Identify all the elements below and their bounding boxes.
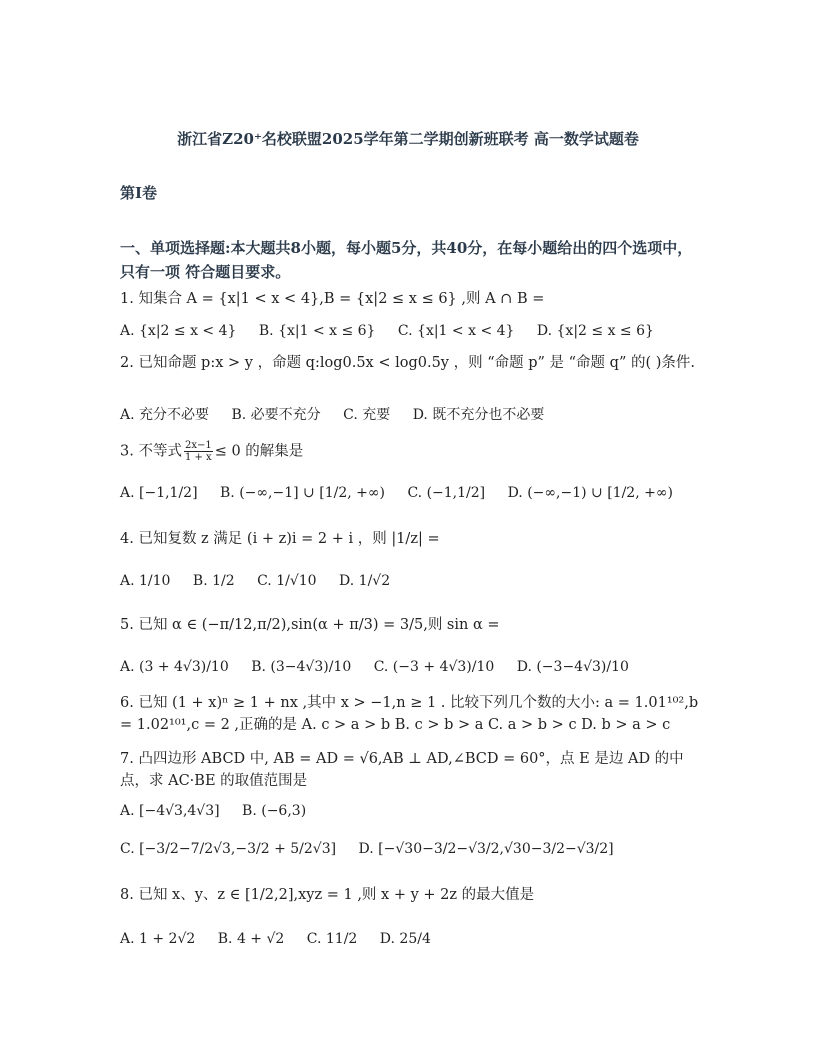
option-c: C. [−3/2−7/2√3,−3/2 + 5/2√3] — [120, 841, 337, 857]
option-a: A. [−1,1/2] — [120, 485, 198, 501]
option-b: B. 必要不充分 — [231, 407, 321, 423]
option-a: A. 充分不必要 — [120, 407, 210, 423]
question-6: 6. 已知 (1 + x)ⁿ ≥ 1 + nx ,其中 x > −1,n ≥ 1 . 比较下列几个数的大小: a = 1.01¹⁰²,b = 1.02¹⁰¹,c = 2 ,正确的是 A. c > a > b B. c > b > a C. a > b > c D. b > a > c — [120, 695, 699, 733]
option-d: D. 1/√2 — [339, 573, 391, 589]
option-a: A. {x|2 ≤ x < 4} — [120, 323, 237, 339]
question-5: 5. 已知 α ∈ (−π/12,π/2),sin(α + π/3) = 3/5,则 sin α = — [120, 617, 500, 633]
option-a: A. 1 + 2√2 — [120, 931, 196, 947]
option-d: D. 既不充分也不必要 — [412, 407, 545, 423]
question-3-post: ≤ 0 的解集是 — [214, 443, 304, 460]
question-4: 4. 已知复数 z 满足 (i + z)i = 2 + i ，则 |1/z| = — [120, 531, 440, 547]
question-3-pre: 3. 不等式 — [120, 443, 182, 460]
option-c: C. (−1,1/2] — [407, 485, 486, 501]
part-label: 第I卷 — [120, 184, 158, 202]
option-b: B. (3−4√3)/10 — [251, 659, 352, 675]
option-c: C. 充要 — [343, 407, 391, 423]
option-b: B. 1/2 — [192, 573, 235, 589]
question-1-options — [120, 320, 720, 342]
option-c: C. 11/2 — [306, 931, 358, 947]
option-d: D. [−√30−3/2−√3/2,√30−3/2−√3/2] — [358, 841, 614, 857]
fraction-numerator: 2x−1 — [184, 440, 212, 451]
question-7-options-row2 — [120, 838, 720, 860]
question-3 — [120, 440, 700, 463]
exam-title: 浙江省Z20⁺名校联盟2025学年第二学期创新班联考 高一数学试题卷 — [177, 130, 639, 148]
section-header: 一、单项选择题:本大题共8小题，每小题5分，共40分，在每小题给出的四个选项中，只有一项 符合题目要求。 — [120, 239, 693, 281]
question-7: 7. 凸四边形 ABCD 中, AB = AD = √6,AB ⊥ AD,∠BCD = 60°，点 E 是边 AD 的中点，求 AC·BE 的取值范围是 — [120, 751, 684, 789]
option-d: D. 25/4 — [379, 931, 431, 947]
option-c: C. (−3 + 4√3)/10 — [373, 659, 495, 675]
question-5-options — [120, 656, 720, 678]
question-2-options — [120, 404, 720, 426]
question-8-options — [120, 928, 720, 950]
option-a: A. (3 + 4√3)/10 — [120, 659, 229, 675]
option-a: A. 1/10 — [120, 573, 171, 589]
fraction-denominator: 1 + x — [184, 452, 212, 463]
question-8: 8. 已知 x、y、z ∈ [1/2,2],xyz = 1 ,则 x + y + 2z 的最大值是 — [120, 887, 535, 903]
option-a: A. [−4√3,4√3] — [120, 803, 220, 819]
option-d: D. {x|2 ≤ x ≤ 6} — [536, 323, 654, 339]
fraction — [184, 440, 213, 463]
option-b: B. (−∞,−1] ∪ [1/2, +∞) — [220, 485, 385, 501]
option-c: C. {x|1 < x < 4} — [397, 323, 515, 339]
question-7-options-row1 — [120, 800, 720, 822]
option-c: C. 1/√10 — [257, 573, 317, 589]
option-b: B. (−6,3) — [242, 803, 307, 819]
question-4-options — [120, 570, 720, 592]
question-2: 2. 已知命题 p:x > y ，命题 q:log0.5x < log0.5y ，则 “命题 p” 是 “命题 q” 的( )条件. — [120, 355, 696, 371]
question-3-options — [120, 482, 720, 504]
option-b: B. {x|1 < x ≤ 6} — [258, 323, 376, 339]
option-d: D. (−3−4√3)/10 — [516, 659, 629, 675]
question-1: 1. 知集合 A = {x|1 < x < 4},B = {x|2 ≤ x ≤ 6} ,则 A ∩ B = — [120, 291, 545, 307]
option-b: B. 4 + √2 — [217, 931, 285, 947]
option-d: D. (−∞,−1) ∪ [1/2, +∞) — [507, 485, 673, 501]
